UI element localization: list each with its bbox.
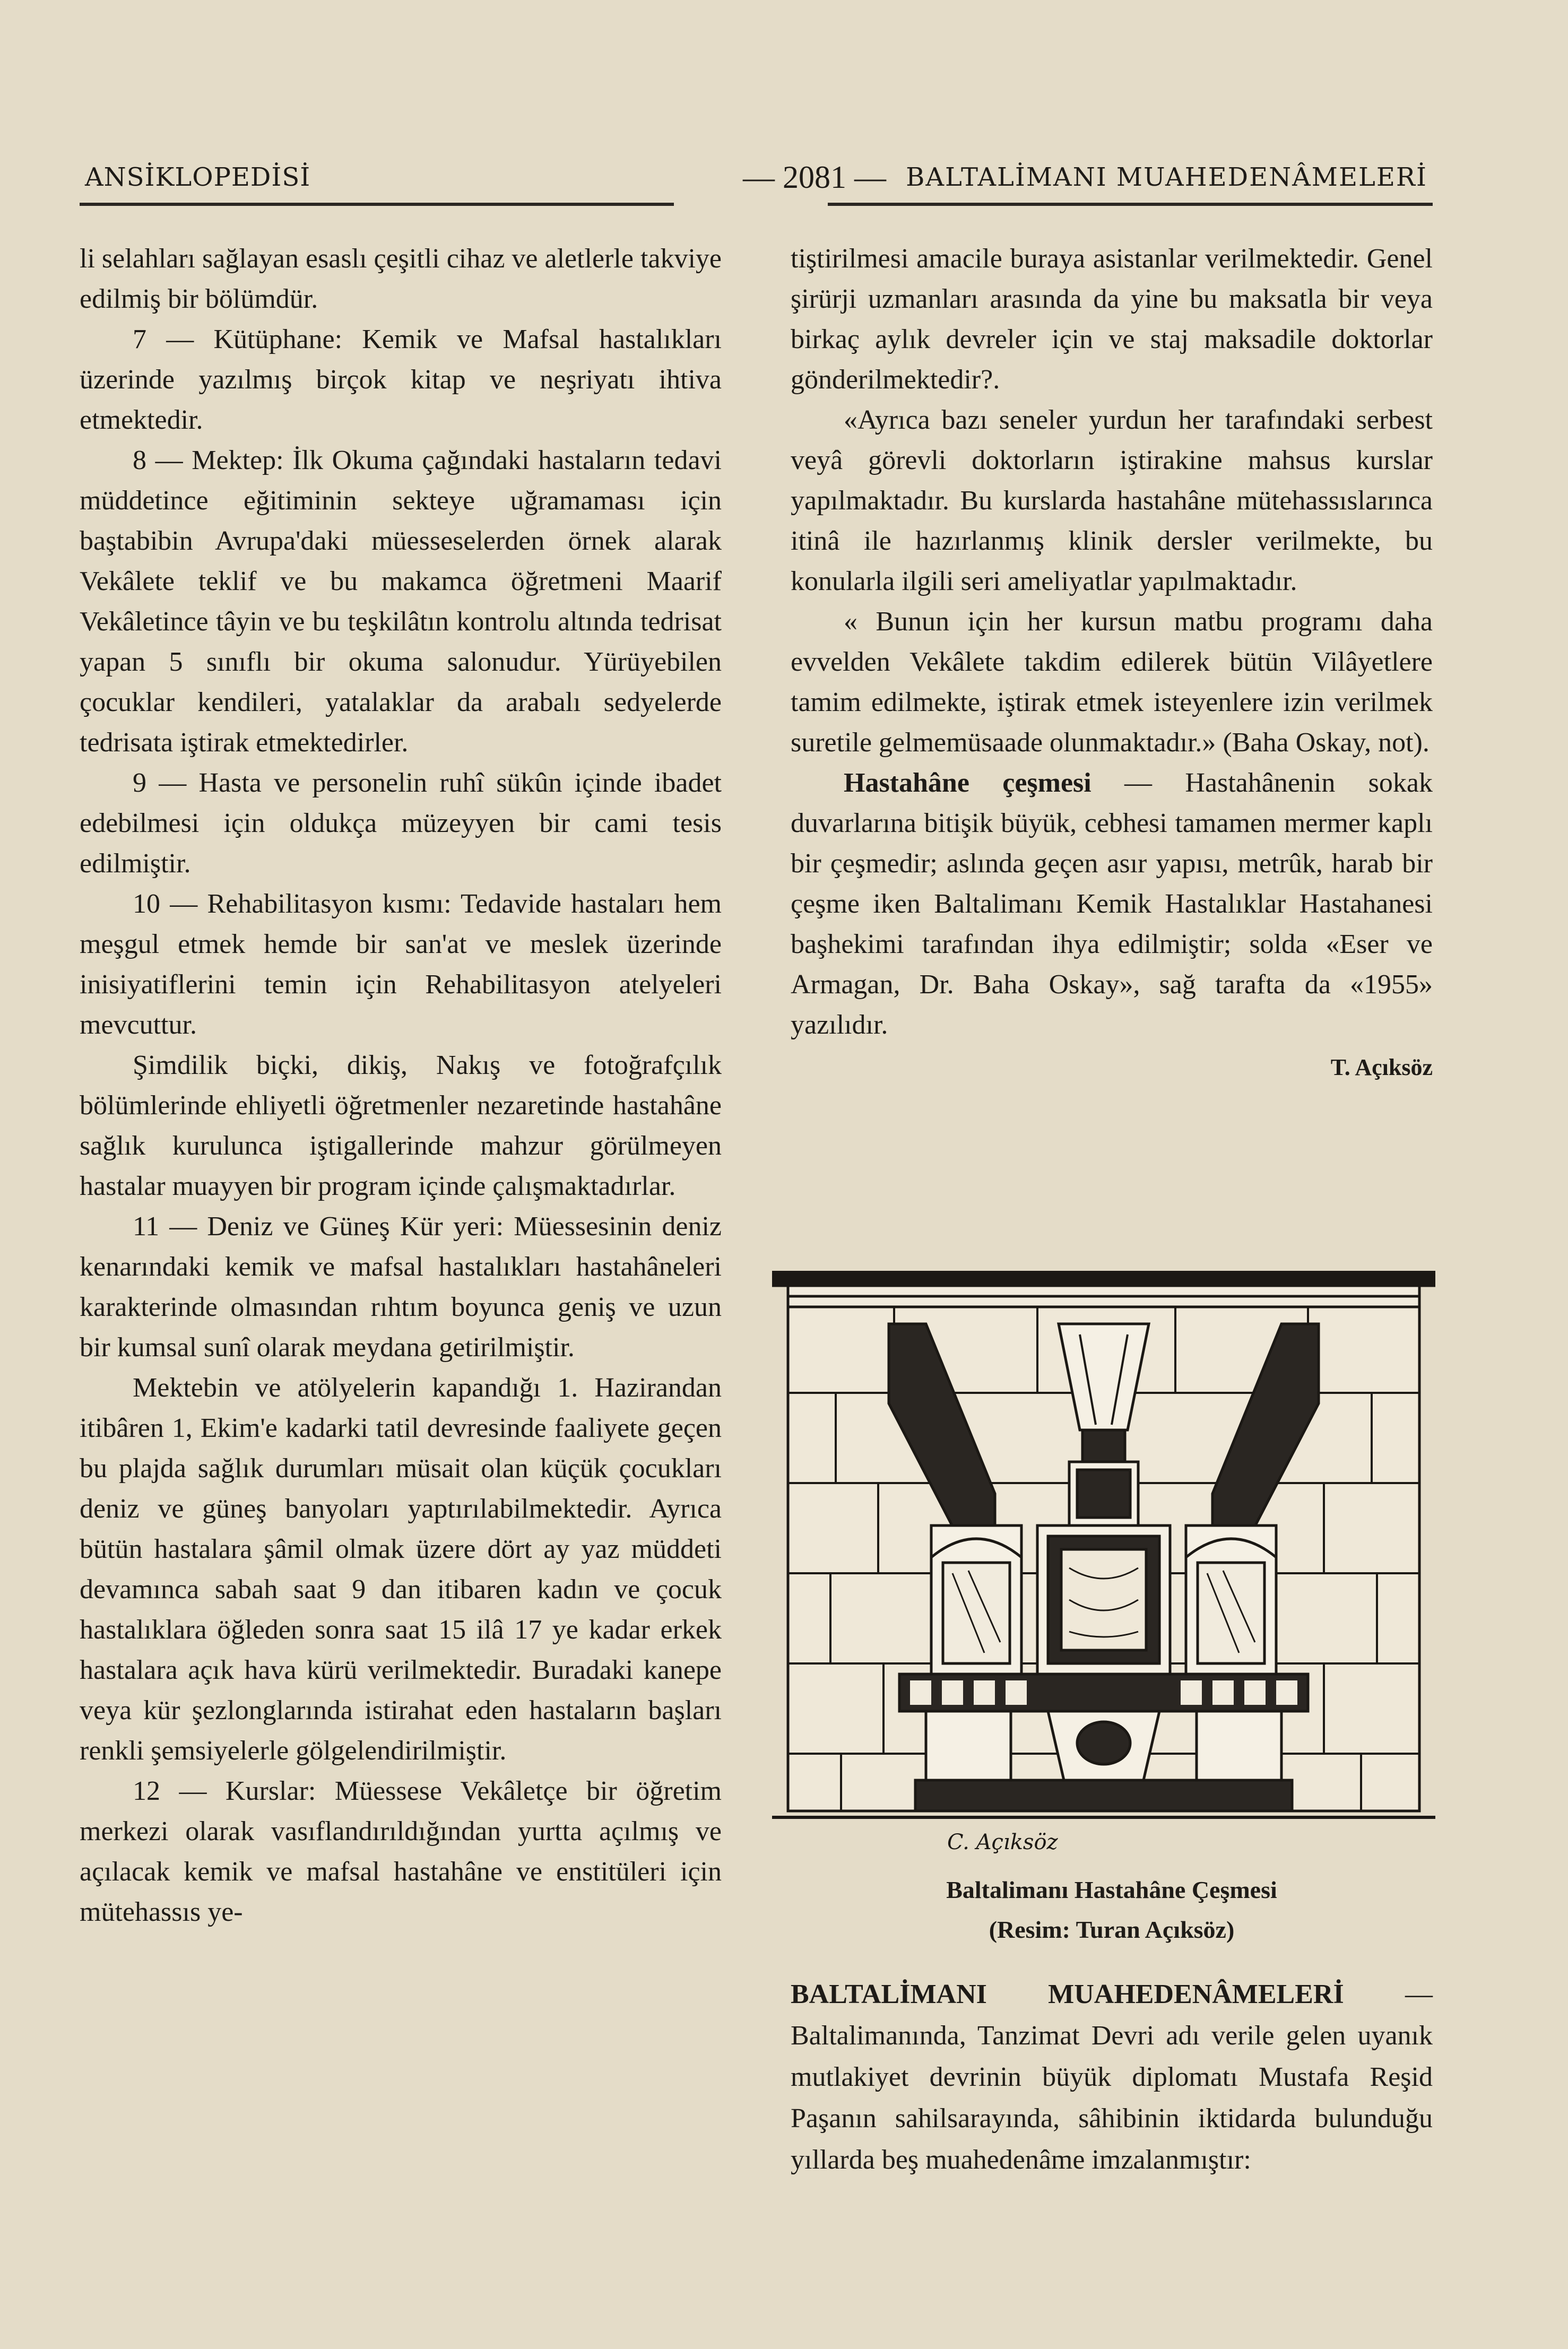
paragraph: Şimdilik biçki, dikiş, Nakış ve fotoğrafçılık bölümlerinde ehliyetli öğretmenler nezaretinde hastahâne sağlık kurulunca iştigallerinde mahzur görülmeyen hastalar muayyen bir program içinde çalışmaktadırlar. — [80, 1050, 722, 1201]
paragraph: 11 — Deniz ve Güneş Kür yeri: Müessesinin deniz kenarındaki kemik ve mafsal hastalıkları hastahâneleri karakterinde olmasından rıhtım boyunca geniş ve uzun bir kumsal sunî olarak meydana getirilmiştir. — [80, 1211, 722, 1363]
fountain-title: Hastahâne çeşmesi — [844, 768, 1091, 798]
paragraph: 9 — Hasta ve personelin ruhî sükûn içinde ibadet edebilmesi için oldukça müzeyyen bir cami tesis edilmiştir. — [80, 768, 722, 879]
header-rule-left — [80, 203, 674, 206]
header-right-title: BALTALİMANI MUAHEDENÂMELERİ — [906, 162, 1427, 192]
paragraph: «Ayrıca bazı seneler yurdun her tarafındaki serbest veyâ görevli doktorların iştirakine mahsus kurslar yapılmaktadır. Bu kurslarda hastahâne mütehassıslarınca itinâ ile hazırlanmış klinik dersler verilmekte, bu konularla ilgili seri ameliyatlar yapılmaktadır. — [791, 405, 1433, 596]
fountain-paragraph — [791, 763, 1433, 1045]
right-column — [791, 239, 1433, 1088]
encyclopedia-entry — [791, 1974, 1433, 2181]
entry-paragraph — [791, 1974, 1433, 2181]
figure-caption-credit: (Resim: Turan Açıksöz) — [989, 1916, 1235, 1943]
paragraph: 12 — Kurslar: Müessese Vekâletçe bir öğretim merkezi olarak vasıflandırıldığından yurtta açılmış ve açılacak kemik ve mafsal hastahâne ve enstitüleri için mütehassıs ye- — [80, 1776, 722, 1927]
entry-title: BALTALİMANI MUAHEDENÂMELERİ — [791, 1979, 1344, 2009]
paragraph: Mektebin ve atölyelerin kapandığı 1. Hazirandan itibâren 1, Ekim'e kadarki tatil devresinde faaliyete geçen bu plajda sağlık durumları müsait olan küçük çocukları deniz ve güneş banyoları yaptırılabilmektedir. Ayrıca bütün hastalara şâmil olmak üzere dört ay yaz müddeti devamınca sabah saat 9 dan itibaren kadın ve çocuk hastalıklara öğleden sonra saat 15 ilâ 17 ye kadar erkek hastalara açık hava kürü verilmektedir. Buradaki kanepe veya kür şezlonglarında istirahat eden hastaların başları renkli şemsiyelerle gölgelendirilmiştir. — [80, 1373, 722, 1766]
page-header — [85, 159, 1427, 202]
header-left-title: ANSİKLOPEDİSİ — [85, 162, 311, 192]
paragraph: 8 — Mektep: İlk Okuma çağındaki hastaların tedavi müddetince eğitiminin sekteye uğramaması için baştabibin Avrupa'daki müesseselerden örnek alarak Vekâlete teklif ve bu makamca öğretmeni Maarif Vekâletince tâyin ve bu teşkilâtın kontrolu altında tedrisat yapan 5 sınıflı bir okuma salonudur. Yürüyebilen çocuklar kendileri, yatalaklar da arabalı sedyelerde tedrisata iştirak etmektedirler. — [80, 445, 722, 758]
paragraph: 7 — Kütüphane: Kemik ve Mafsal hastalıkları üzerinde yazılmış birçok kitap ve neşriyatı ihtiva etmektedir. — [80, 324, 722, 435]
author-signature: T. Açıksöz — [1330, 1054, 1433, 1080]
entry-text: — Baltalimanında, Tanzimat Devri adı verile gelen uyanık mutlakiyet devrinin büyük diplomatı Mustafa Reşid Paşanın sahilsarayında, sâhibinin iktidarda bulunduğu yıllarda beş muahedenâme imzalanmıştır: — [791, 1979, 1433, 2175]
paragraph: « Bunun için her kursun matbu programı daha evvelden Vekâlete takdim edilerek bütün Vilâyetlere tamim edilmekte, iştirak etmek isteyenlere izin verilmek suretile gelmemüsaade olunmaktadır.» (Baha Oskay, not). — [791, 606, 1433, 758]
header-rule-right — [828, 203, 1433, 206]
paragraph: 10 — Rehabilitasyon kısmı: Tedavide hastaları hem meşgul etmek hemde bir san'at ve meslek üzerinde inisiyatiflerini temin için Rehabilitasyon atelyeleri mevcuttur. — [80, 889, 722, 1040]
artist-signature: C. Açıksöz — [947, 1830, 1058, 1854]
page-number: — 2081 — — [743, 160, 886, 195]
fountain-illustration — [772, 1271, 1435, 1865]
fountain-text: — Hastahânenin sokak duvarlarına bitişik büyük, cebhesi tamamen mermer kaplı bir çeşmedir; aslında geçen asır yapısı, metrûk, harab bir çeşme iken Baltalimanı Kemik Hastalıklar Hastahanesi başhekimi tarafından ihya edilmiştir; solda «Eser ve Armagan, Dr. Baha Oskay», sağ tarafta da «1955» yazılıdır. — [791, 768, 1433, 1040]
left-column — [80, 239, 722, 1932]
paragraph: tiştirilmesi amacile buraya asistanlar verilmektedir. Genel şirürji uzmanları arasında da yine bu maksatla bir veya birkaç aylık devreler için ve staj maksadile doktorlar gönderilmektedir?. — [791, 244, 1433, 395]
figure-caption-title: Baltalimanı Hastahâne Çeşmesi — [946, 1876, 1277, 1903]
paragraph: li selahları sağlayan esaslı çeşitli cihaz ve aletlerle takviye edilmiş bir bölümdür. — [80, 244, 722, 314]
